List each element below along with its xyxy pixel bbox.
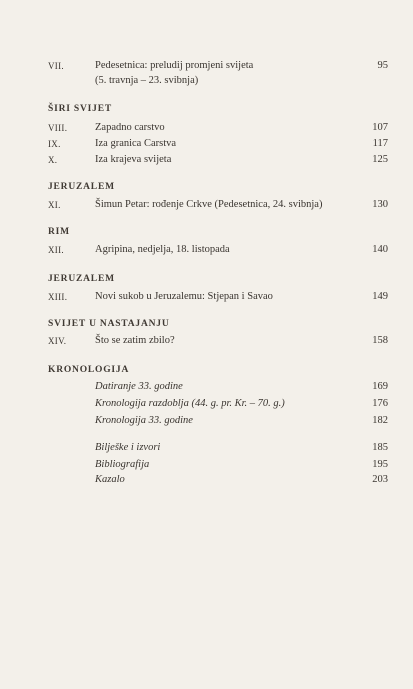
page-number: 195 [372, 459, 388, 470]
page-number: 182 [372, 415, 388, 426]
page-number: 149 [372, 291, 388, 302]
chapter-title: Agripina, nedjelja, 18. listopada [95, 244, 230, 255]
page-number: 117 [372, 138, 388, 149]
chapter-title-line2: (5. travnja – 23. svibnja) [95, 75, 199, 86]
chapter-title: Zapadno carstvo [95, 122, 165, 133]
section-heading: JERUZALEM [48, 274, 115, 284]
chapter-title: Bilješke i izvori [95, 442, 161, 453]
chapter-number: VII. [48, 61, 64, 71]
page-number: 185 [372, 442, 388, 453]
page-number: 140 [372, 244, 388, 255]
chapter-number: XII. [48, 245, 64, 255]
chapter-title: Šimun Petar: rođenje Crkve (Pedesetnica, 24. svibnja) [95, 199, 323, 210]
chapter-number: XIV. [48, 336, 67, 346]
page-number: 95 [377, 60, 388, 71]
section-heading: SVIJET U NASTAJANJU [48, 319, 170, 329]
chapter-title: Novi sukob u Jeruzalemu: Stjepan i Savao [95, 291, 273, 302]
chapter-title: Kazalo [95, 474, 125, 485]
chapter-number: IX. [48, 139, 61, 149]
section-heading: ŠIRI SVIJET [48, 104, 112, 114]
page-number: 130 [372, 199, 388, 210]
section-heading: RIM [48, 227, 70, 237]
chapter-number: XIII. [48, 292, 68, 302]
chapter-number: XI. [48, 200, 61, 210]
page-number: 176 [372, 398, 388, 409]
chapter-number: VIII. [48, 123, 68, 133]
chapter-title: Iza krajeva svijeta [95, 154, 172, 165]
section-heading: JERUZALEM [48, 182, 115, 192]
chapter-title: Kronologija razdoblja (44. g. pr. Kr. – 70. g.) [95, 398, 285, 409]
chapter-title: Kronologija 33. godine [95, 415, 193, 426]
chapter-title: Datiranje 33. godine [95, 381, 183, 392]
section-heading: KRONOLOGIJA [48, 365, 130, 375]
chapter-title: Bibliografija [95, 459, 150, 470]
chapter-title: Iza granica Carstva [95, 138, 177, 149]
chapter-title-line1: Pedesetnica: preludij promjeni svijeta [95, 60, 254, 71]
page-number: 203 [372, 474, 388, 485]
page-number: 169 [372, 381, 388, 392]
page-number: 158 [372, 335, 388, 346]
chapter-title: Što se zatim zbilo? [95, 335, 175, 346]
page-number: 125 [372, 154, 388, 165]
chapter-number: X. [48, 155, 58, 165]
page-number: 107 [372, 122, 388, 133]
